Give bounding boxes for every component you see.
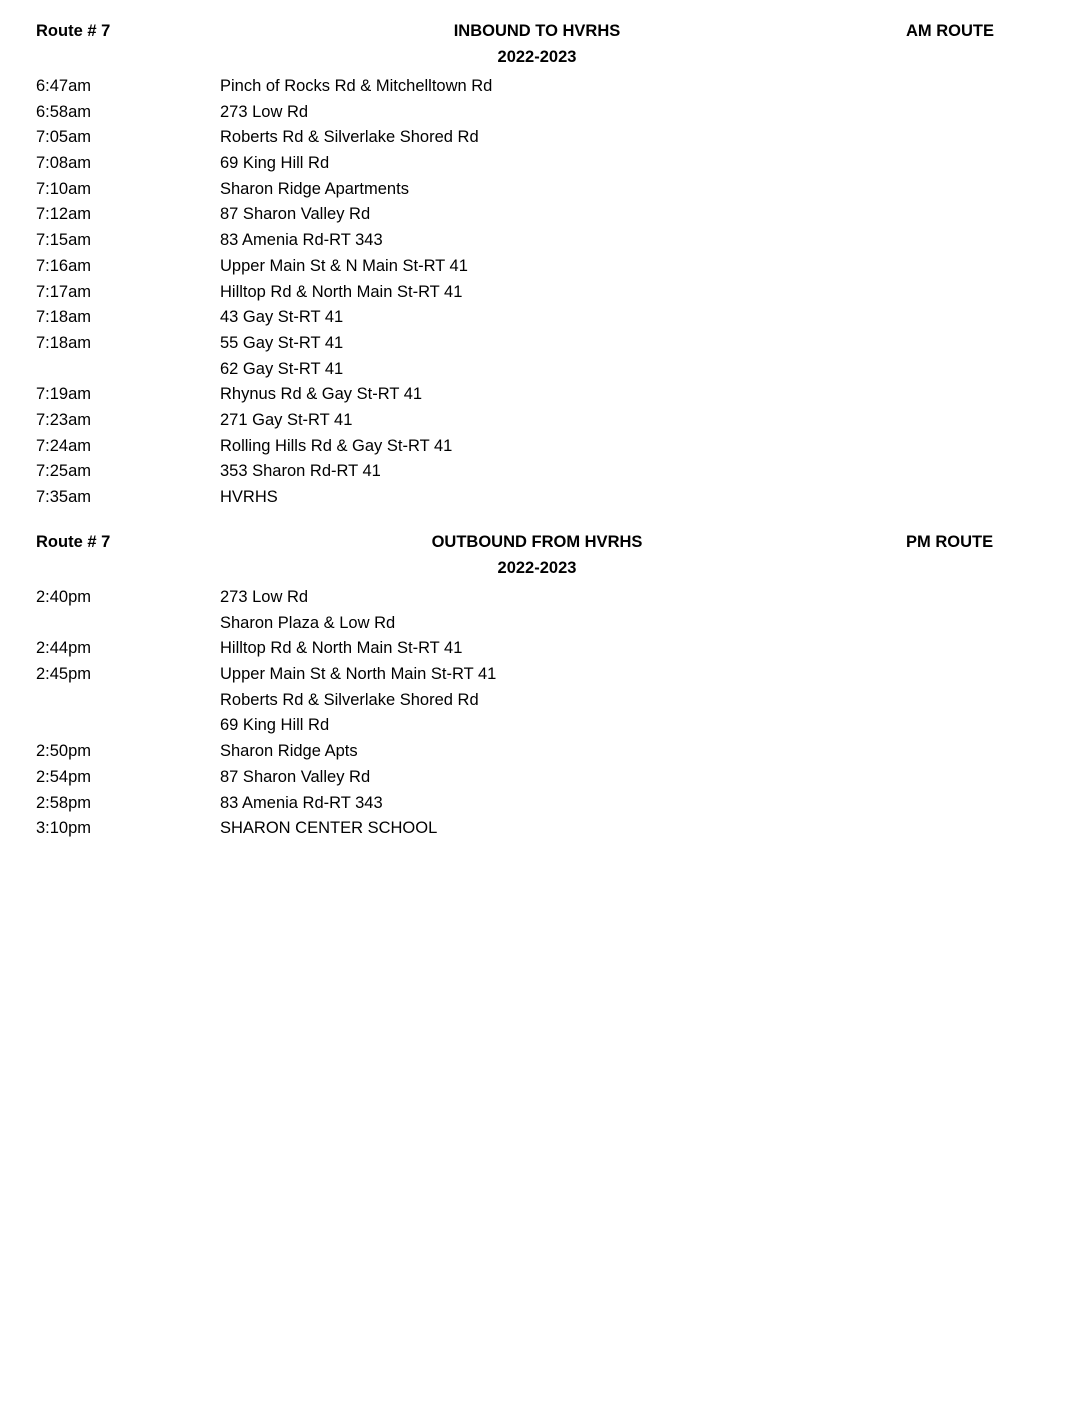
stop-row bbox=[0, 305, 1088, 331]
pm-stop-list bbox=[0, 585, 1088, 842]
stop-time: 7:23am bbox=[36, 410, 92, 429]
stop-row bbox=[0, 151, 1088, 177]
stop-location: Hilltop Rd & North Main St-RT 41 bbox=[220, 639, 463, 658]
stop-location: 83 Amenia Rd-RT 343 bbox=[220, 793, 383, 812]
stop-row bbox=[0, 357, 1088, 383]
am-year-row bbox=[0, 48, 1088, 74]
stop-location: Rhynus Rd & Gay St-RT 41 bbox=[220, 385, 423, 404]
stop-row bbox=[0, 791, 1088, 817]
stop-row bbox=[0, 100, 1088, 126]
stop-location: Pinch of Rocks Rd & Mitchelltown Rd bbox=[220, 77, 493, 95]
stop-time: 7:24am bbox=[36, 436, 92, 455]
stop-row bbox=[0, 585, 1088, 611]
stop-location: Roberts Rd & Silverlake Shored Rd bbox=[220, 128, 479, 147]
am-route-period: AM ROUTE bbox=[906, 22, 994, 40]
stop-time: 7:35am bbox=[36, 488, 92, 506]
stop-row bbox=[0, 254, 1088, 280]
stop-row bbox=[0, 459, 1088, 485]
pm-school-year: 2022-2023 bbox=[497, 559, 577, 577]
pm-header bbox=[0, 533, 1088, 559]
stop-time: 7:19am bbox=[36, 385, 92, 404]
stop-time: 6:58am bbox=[36, 102, 92, 121]
stop-row bbox=[0, 485, 1088, 511]
stop-location: 273 Low Rd bbox=[220, 588, 309, 606]
pm-route-section bbox=[0, 533, 1088, 842]
stop-time: 7:25am bbox=[36, 462, 92, 481]
stop-row bbox=[0, 688, 1088, 714]
stop-location: Hilltop Rd & North Main St-RT 41 bbox=[220, 282, 463, 301]
stop-time: 7:16am bbox=[36, 256, 92, 275]
stop-row bbox=[0, 74, 1088, 100]
stop-row bbox=[0, 408, 1088, 434]
stop-location: HVRHS bbox=[220, 488, 278, 506]
stop-time: 7:12am bbox=[36, 205, 92, 224]
stop-location: 43 Gay St-RT 41 bbox=[220, 308, 344, 327]
stop-location: 87 Sharon Valley Rd bbox=[220, 767, 371, 786]
stop-location: 83 Amenia Rd-RT 343 bbox=[220, 231, 383, 250]
stop-location: 273 Low Rd bbox=[220, 102, 309, 121]
pm-route-title: OUTBOUND FROM HVRHS bbox=[431, 533, 643, 551]
stop-row bbox=[0, 202, 1088, 228]
stop-row bbox=[0, 331, 1088, 357]
stop-time: 7:10am bbox=[36, 179, 92, 198]
stop-row bbox=[0, 228, 1088, 254]
stop-location: 87 Sharon Valley Rd bbox=[220, 205, 371, 224]
stop-location: 69 King Hill Rd bbox=[220, 716, 330, 735]
stop-time: 2:50pm bbox=[36, 742, 92, 761]
pm-route-label: Route # 7 bbox=[36, 533, 111, 551]
stop-location: Roberts Rd & Silverlake Shored Rd bbox=[220, 690, 479, 709]
stop-time: 2:40pm bbox=[36, 588, 92, 606]
stop-time: 7:17am bbox=[36, 282, 92, 301]
stop-location: 69 King Hill Rd bbox=[220, 154, 330, 173]
stop-row bbox=[0, 816, 1088, 842]
stop-location: Sharon Ridge Apartments bbox=[220, 179, 409, 198]
stop-location: Sharon Ridge Apts bbox=[220, 742, 358, 761]
stop-time: 2:44pm bbox=[36, 639, 92, 658]
am-school-year: 2022-2023 bbox=[497, 48, 577, 66]
stop-time: 6:47am bbox=[36, 77, 92, 95]
stop-location: Upper Main St & North Main St-RT 41 bbox=[220, 665, 497, 684]
stop-location: Upper Main St & N Main St-RT 41 bbox=[220, 256, 468, 275]
am-route-label: Route # 7 bbox=[36, 22, 111, 40]
stop-row bbox=[0, 713, 1088, 739]
stop-time: 2:58pm bbox=[36, 793, 92, 812]
am-route-section bbox=[0, 22, 1088, 511]
stop-row bbox=[0, 739, 1088, 765]
pm-year-row bbox=[0, 559, 1088, 585]
am-route-title: INBOUND TO HVRHS bbox=[453, 22, 621, 40]
stop-location: 271 Gay St-RT 41 bbox=[220, 410, 353, 429]
stop-location: Sharon Plaza & Low Rd bbox=[220, 613, 396, 632]
stop-row bbox=[0, 280, 1088, 306]
stop-time: 7:15am bbox=[36, 231, 92, 250]
stop-time: 7:05am bbox=[36, 128, 92, 147]
stop-location: 62 Gay St-RT 41 bbox=[220, 359, 344, 378]
stop-row bbox=[0, 177, 1088, 203]
stop-location: SHARON CENTER SCHOOL bbox=[220, 819, 438, 838]
am-stop-list bbox=[0, 74, 1088, 511]
stop-time: 2:54pm bbox=[36, 767, 92, 786]
stop-row bbox=[0, 382, 1088, 408]
stop-row bbox=[0, 662, 1088, 688]
stop-location: 353 Sharon Rd-RT 41 bbox=[220, 462, 381, 481]
stop-time: 2:45pm bbox=[36, 665, 92, 684]
stop-row bbox=[0, 611, 1088, 637]
stop-time: 7:18am bbox=[36, 308, 92, 327]
stop-location: Rolling Hills Rd & Gay St-RT 41 bbox=[220, 436, 453, 455]
stop-time: 7:08am bbox=[36, 154, 92, 173]
pm-route-period: PM ROUTE bbox=[906, 533, 994, 551]
am-header bbox=[0, 22, 1088, 48]
stop-time: 7:18am bbox=[36, 333, 92, 352]
stop-row bbox=[0, 765, 1088, 791]
stop-location: 55 Gay St-RT 41 bbox=[220, 333, 344, 352]
stop-time: 3:10pm bbox=[36, 819, 92, 838]
stop-row bbox=[0, 434, 1088, 460]
stop-row bbox=[0, 125, 1088, 151]
stop-row bbox=[0, 636, 1088, 662]
